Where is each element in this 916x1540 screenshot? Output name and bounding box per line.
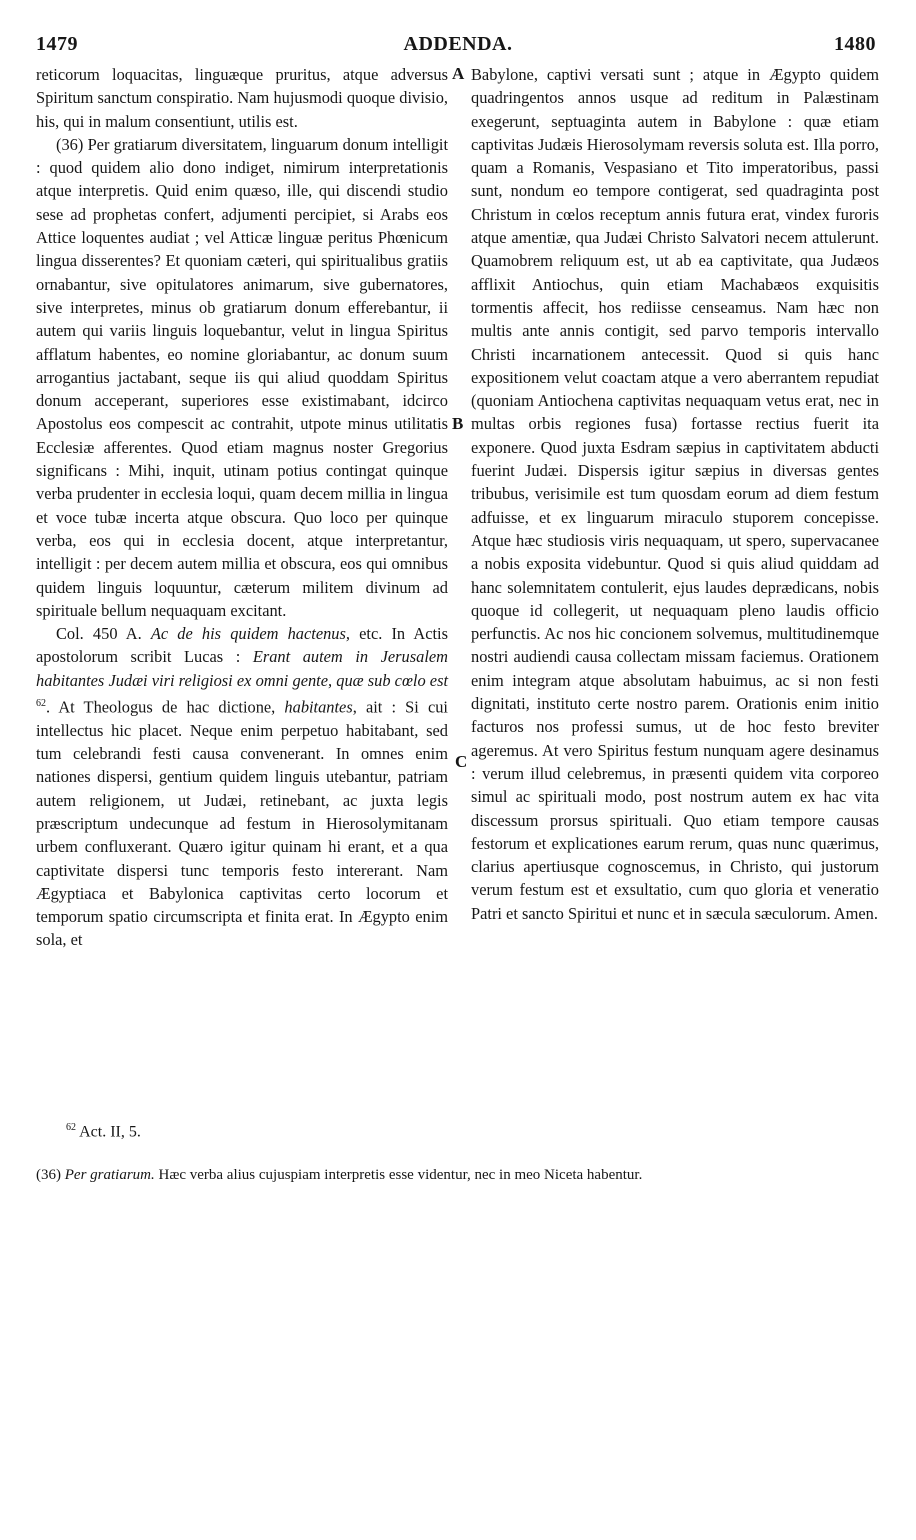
column-reference: Col. 450 A. [56,624,142,644]
footnote [66,1122,141,1141]
quoted-incipit: Ac de his quidem hactenus, [150,624,350,644]
left-paragraph-1: reticorum loquacitas, linguæque pruritus, atque adversus Spiritum sanctum conspiratio. Nam hujusmodi quoque divisio, his, qui in malum consentiunt, utilis est. [36,65,448,131]
footnote-marker: 62 [36,698,46,710]
editorial-note [36,1166,879,1184]
note-text: Hæc verba alius cujuspiam interpretis esse videntur, nec in meo Niceta habentur. [158,1167,643,1183]
quoted-word: habitantes [284,697,353,717]
paragraph-text: . At Theologus de hac dictione, [46,697,276,717]
running-head: ADDENDA. [403,33,513,55]
left-column [36,63,448,952]
margin-marker-c: C [455,752,468,771]
footnote-text: Act. II, 5. [79,1123,141,1141]
page-number-left: 1479 [36,33,78,55]
paragraph-text: , ait : Si cui intellectus hic placet. Neque enim perpetuo habitabant, sed tum celebrandi festi causa convenerant. In omnes enim nationes dispersi, gentium quidem linguis utebantur, patriam autem religionem, ut Judæi, retinebant, ac juxta legis præscriptum undecunque ad festum in Hierosolymitanam urbem confluxerant. Quæro igitur quinam hi erant, et a qua captivitate dispersi tunc temporis festo intererant. Nam Ægyptiaca et Babylonica captivitas certo locorum et temporum spatio circumscripta et finita erat. In Ægypto enim sola, et [36,697,448,950]
left-paragraph-2: (36) Per gratiarum diversitatem, linguarum donum intelligit : quod quidem alio dono indiget, nimirum interpretationis atque interpretis. Quid enim quæso, ille, qui discendi studio sese ad prophetas confert, adjumenti percipiet, si Arabs eos Attice loquentes audiat ; vel Atticæ linguæ peritus Phœnicum lingua disserentes? Et quoniam cæteri, qui spiritualibus gratiis ornabantur, sive opitulatores animarum, sive gubernatores, sive interpretes, minus ob gratiarum donum efferebantur, ii autem qui variis linguis loquebantur, velut in lingua Spiritus afflatum habentes, eo nomine gloriabantur, ac donum suum arrogantius jactabant, seque iis qui aliud quoddam Spiritus donum acceperant, superiores esse existimabant, idcirco Apostolus eos compescit ac contrahit, utpote minus utilitatis Ecclesiæ afferentes. Quod etiam magnus noster Gregorius significans : Mihi, inquit, utinam potius contingat quinque verba prudenter in ecclesia loqui, quam decem millia in lingua et voce tubæ incerta atque obscura. Quo loco per quinque verba, eos qui in ecclesia docent, atque interpretantur, intelligit : per decem autem millia et obscura, eos qui omnibus quidem linguis loquuntur, cæterum militem divinum ad spirituale bellum nequaquam excitant. [36,134,448,620]
note-number: (36) [36,1167,61,1183]
left-paragraph-3 [36,622,448,952]
scripture-quote: Erant autem in Jerusalem habitantes Judæi viri religiosi ex omni gente, quæ sub cœlo est [36,647,448,690]
margin-marker-b: B [452,414,464,433]
right-paragraph-1: Babylone, captivi versati sunt ; atque in Ægypto quidem quadringentos annos usque ad reditum in Palæstinam exegerunt, septuaginta autem in Babylone : quæ etiam captivitas Judæis Hierosolymam reversis soluta est. Illa porro, quam a Romanis, Vespasiano et Tito imperatoribus, passi sunt, nondum eo tempore contigerat, sed quadraginta post Christum in cœlos receptum annis futura erat, vindex furoris atque amentiæ, qua Judæi Christo Salvatori necem attulerunt. Quamobrem reliquum est, ut ab ea captivitate, qua Judæos afflixit Antiochus, quin etiam Machabæos exquisitis tormentis affecit, hos rediisse censeamus. Nam hæc non multis ante annis contigit, sed parvo temporis intervallo Christi incarnationem antecessit. Quod si quis hanc expositionem velut coactam atque a vero aberrantem repudiat (quoniam Antiochena captivitas nequaquam vetus erat, nec in multas orbis regiones fusa) fortasse rectius fuerit ita exponere. Quod juxta Esdram sæpius in captivitatem abducti fuerint Judæi. Dispersis igitur sæpius in diversas gentes tribubus, verisimile est tum quosdam eorum ad diem festum adfuisse, et ex linguarum miraculo stuporem concepisse. Atque hæc studiosis viris nequaquam, ut spero, supervacanee a nobis exposita videbuntur. Quod si quis aliud quiddam ad hanc solemnitatem contulerit, ejus laudes deprædicans, nobis quoque id collegerit, ut nequaquam pleno laudis officio perfunctis. Ac nos hic concionem solvemus, multitudinemque nostri audiendi causa collectam missam faciemus. Orationem enim integram atque absolutam habuimus, ac si non festi dignitati, instituto certe nostro parem. Orationis enim initio facturos nos professi sumus, ut de hoc festo breviter ageremus. At vero Spiritus festum nunquam agere desinamus : verum illud celebremus, in præsenti quidem vita corporeo simul ac spirituali modo, post nostrum autem ex hac vita discessum prorsus spirituali. Quo etiam tempore causas festorum et explicationes earum rerum, quas nunc quærimus, clarius apertiusque cognoscemus, in Christo, qui justorum verum festum est et exsultatio, cum quo gloria et veneratio Patri et sancto Spiritui et nunc et in sæcula sæculorum. Amen. [471,65,879,923]
right-column [471,63,879,925]
note-lemma: Per gratiarum. [64,1167,155,1183]
margin-marker-a: A [452,64,465,83]
paragraph-text: etc. In Actis apostolorum scribit Lucas : [36,624,448,667]
footnote-number: 62 [66,1122,76,1133]
page-number-right: 1480 [834,33,876,55]
